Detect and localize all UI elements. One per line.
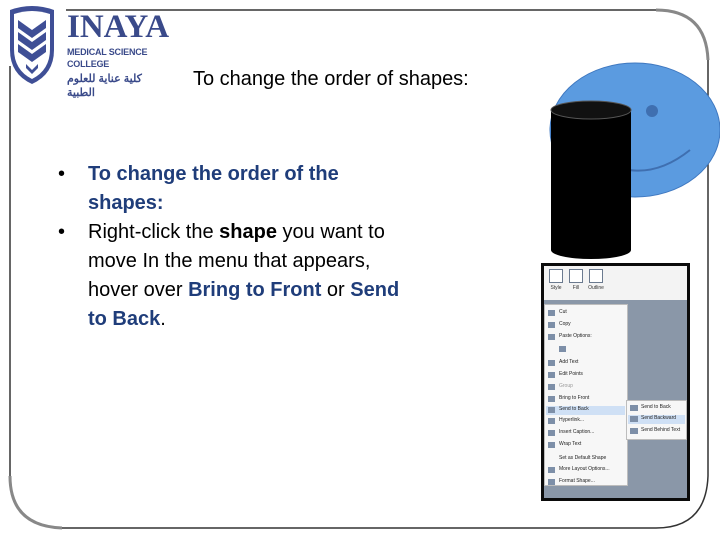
submenu-item-highlighted: Send Backward xyxy=(628,415,685,424)
send-behind-text-icon xyxy=(630,428,638,434)
menu-item: Edit Points xyxy=(559,371,583,377)
copy-icon xyxy=(548,322,555,328)
fill-icon xyxy=(569,269,583,283)
paste-option-icon xyxy=(559,346,566,352)
menu-item: Insert Caption... xyxy=(559,429,595,435)
logo-subtitle: MEDICAL SCIENCE COLLEGE xyxy=(67,47,148,69)
bring-front-icon xyxy=(548,396,555,402)
menu-item: Add Text xyxy=(559,359,579,365)
send-backward-icon xyxy=(630,416,638,422)
style-icon xyxy=(549,269,563,283)
send-back-icon xyxy=(548,407,555,413)
text-run-bold: Bring to Front xyxy=(188,279,322,301)
context-menu-screenshot xyxy=(541,263,690,501)
context-menu xyxy=(544,304,628,486)
submenu-item: Send to Back xyxy=(641,404,671,410)
text-run: . xyxy=(160,308,166,330)
outline-button: Outline xyxy=(586,269,606,291)
ribbon xyxy=(544,266,687,300)
menu-item: Wrap Text xyxy=(559,441,582,447)
fill-button: Fill xyxy=(566,269,586,291)
bullet-marker: • xyxy=(58,163,66,185)
submenu-item: Send Behind Text xyxy=(641,427,681,433)
caption-icon xyxy=(548,430,555,436)
text-run-bold: Send to Back xyxy=(88,279,400,330)
logo-name: INAYA xyxy=(67,9,170,45)
format-icon xyxy=(548,479,555,485)
text-icon xyxy=(548,360,555,366)
wrap-icon xyxy=(548,442,555,448)
style-button: Style xyxy=(546,269,566,291)
menu-item: Set as Default Shape xyxy=(559,455,607,461)
text-run: you want to move In the menu that appears, hover over xyxy=(88,221,385,301)
send-to-back-submenu xyxy=(626,400,687,440)
slide-title: To change the order of shapes: xyxy=(193,68,469,90)
text-run-bold: shape xyxy=(219,221,277,243)
send-back-icon xyxy=(630,405,638,411)
cut-icon xyxy=(548,310,555,316)
menu-item: Bring to Front xyxy=(559,395,590,401)
menu-item: Group xyxy=(559,383,573,389)
menu-item-highlighted: Send to Back xyxy=(546,406,625,415)
menu-item: Paste Options: xyxy=(559,333,592,339)
cylinder-shape[interactable] xyxy=(551,101,631,259)
paste-icon xyxy=(548,334,555,340)
edit-points-icon xyxy=(548,372,555,378)
text-run: or xyxy=(321,279,351,301)
menu-item: Hyperlink... xyxy=(559,417,585,423)
bullet-text: To change the order of the shapes: xyxy=(88,163,339,214)
group-icon xyxy=(548,384,555,390)
layout-icon xyxy=(548,467,555,473)
menu-item: Format Shape... xyxy=(559,478,595,484)
bullet-marker: • xyxy=(58,221,66,243)
logo-arabic: كلية عناية للعلوم الطبية xyxy=(67,73,142,99)
outline-icon xyxy=(589,269,603,283)
menu-item: Cut xyxy=(559,309,567,315)
menu-item: Copy xyxy=(559,321,571,327)
menu-item: More Layout Options... xyxy=(559,466,610,472)
text-run: Right-click the xyxy=(88,221,220,243)
hyperlink-icon xyxy=(548,418,555,424)
